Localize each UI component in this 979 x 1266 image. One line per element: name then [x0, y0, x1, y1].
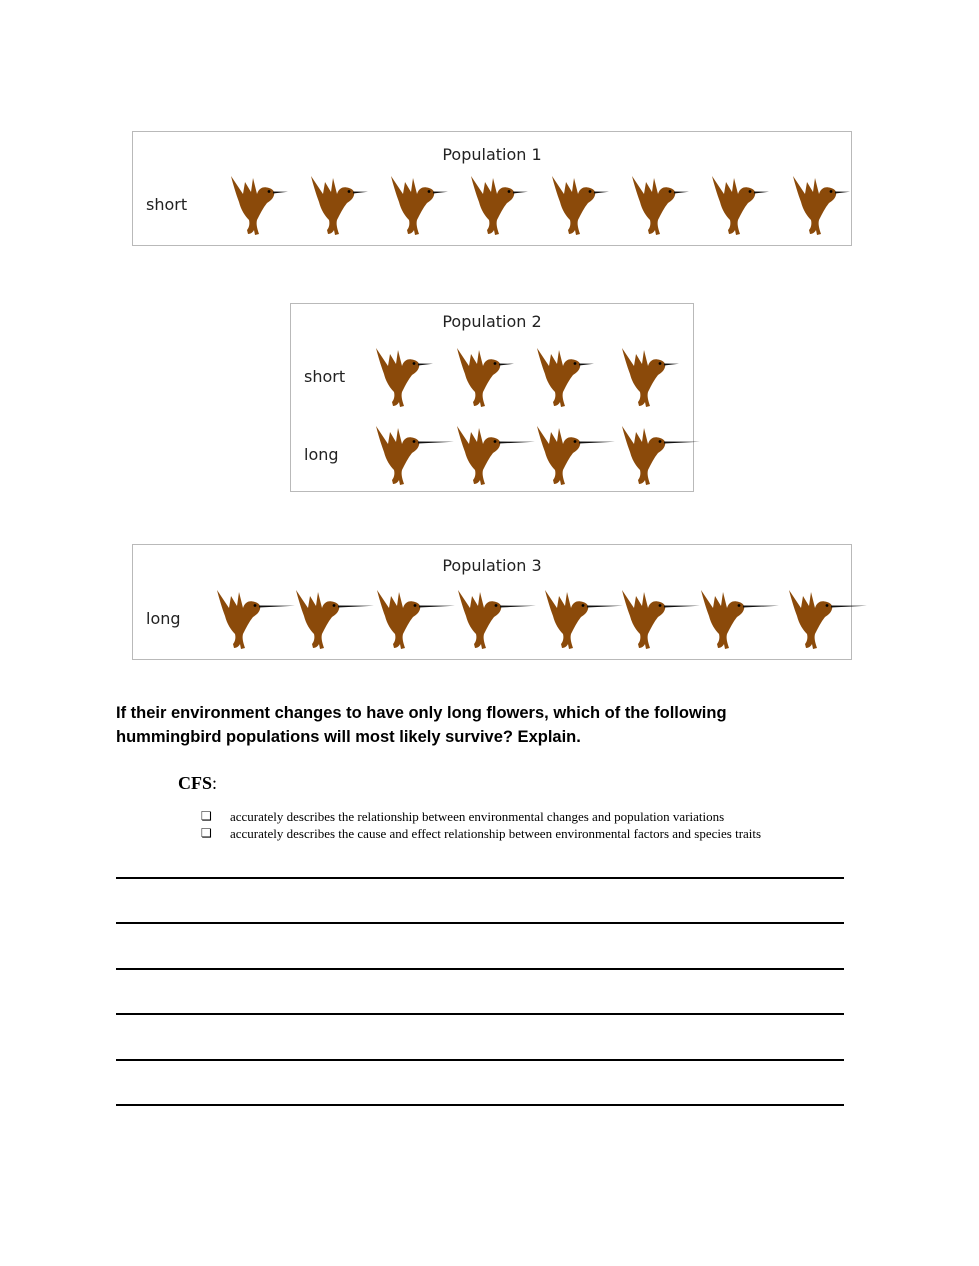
population-2-row-label-long: long — [304, 445, 339, 464]
answer-line[interactable] — [116, 968, 844, 970]
population-1-panel — [132, 131, 852, 246]
hummingbird-short-beak-icon — [309, 172, 373, 238]
answer-line[interactable] — [116, 1013, 844, 1015]
answer-line[interactable] — [116, 1059, 844, 1061]
hummingbird-long-beak-icon — [374, 422, 454, 488]
question-text: If their environment changes to have only long flowers, which of the following hummingbird populations will most likely survive? Explain. — [116, 704, 727, 746]
criteria-list — [201, 808, 761, 842]
checkbox-icon[interactable]: ❏ — [201, 809, 212, 823]
population-1-row-label-short: short — [146, 195, 188, 214]
hummingbird-long-beak-icon — [543, 586, 623, 652]
criteria-text: accurately describes the relationship between environmental changes and population variations — [230, 809, 725, 824]
hummingbird-long-beak-icon — [620, 586, 700, 652]
hummingbird-long-beak-icon — [535, 422, 615, 488]
answer-line[interactable] — [116, 877, 844, 879]
population-3-panel — [132, 544, 852, 660]
criteria-item — [201, 808, 761, 825]
criteria-text: accurately describes the cause and effect relationship between environmental factors and species traits — [230, 826, 762, 841]
hummingbird-long-beak-icon — [456, 586, 536, 652]
answer-line[interactable] — [116, 1104, 844, 1106]
checkbox-icon[interactable]: ❏ — [201, 826, 212, 840]
criteria-item — [201, 825, 761, 842]
hummingbird-short-beak-icon — [630, 172, 694, 238]
hummingbird-short-beak-icon — [550, 172, 614, 238]
hummingbird-long-beak-icon — [455, 422, 535, 488]
population-3-row-label-long: long — [146, 609, 181, 628]
hummingbird-short-beak-icon — [535, 344, 599, 410]
hummingbird-short-beak-icon — [389, 172, 453, 238]
answer-line[interactable] — [116, 922, 844, 924]
hummingbird-short-beak-icon — [374, 344, 438, 410]
hummingbird-short-beak-icon — [229, 172, 293, 238]
hummingbird-short-beak-icon — [620, 344, 684, 410]
cfs-heading — [178, 773, 217, 794]
hummingbird-short-beak-icon — [469, 172, 533, 238]
population-2-panel — [290, 303, 694, 492]
hummingbird-short-beak-icon — [455, 344, 519, 410]
hummingbird-long-beak-icon — [787, 586, 867, 652]
hummingbird-short-beak-icon — [791, 172, 855, 238]
hummingbird-long-beak-icon — [699, 586, 779, 652]
population-2-row-label-short: short — [304, 367, 346, 386]
hummingbird-long-beak-icon — [294, 586, 374, 652]
population-2-title: Population 2 — [442, 312, 542, 331]
hummingbird-long-beak-icon — [215, 586, 295, 652]
population-3-title: Population 3 — [442, 556, 542, 575]
hummingbird-short-beak-icon — [710, 172, 774, 238]
hummingbird-long-beak-icon — [375, 586, 455, 652]
cfs-label: CFS — [178, 773, 213, 793]
population-1-title: Population 1 — [442, 145, 542, 164]
cfs-colon: : — [212, 773, 218, 793]
hummingbird-long-beak-icon — [620, 422, 700, 488]
